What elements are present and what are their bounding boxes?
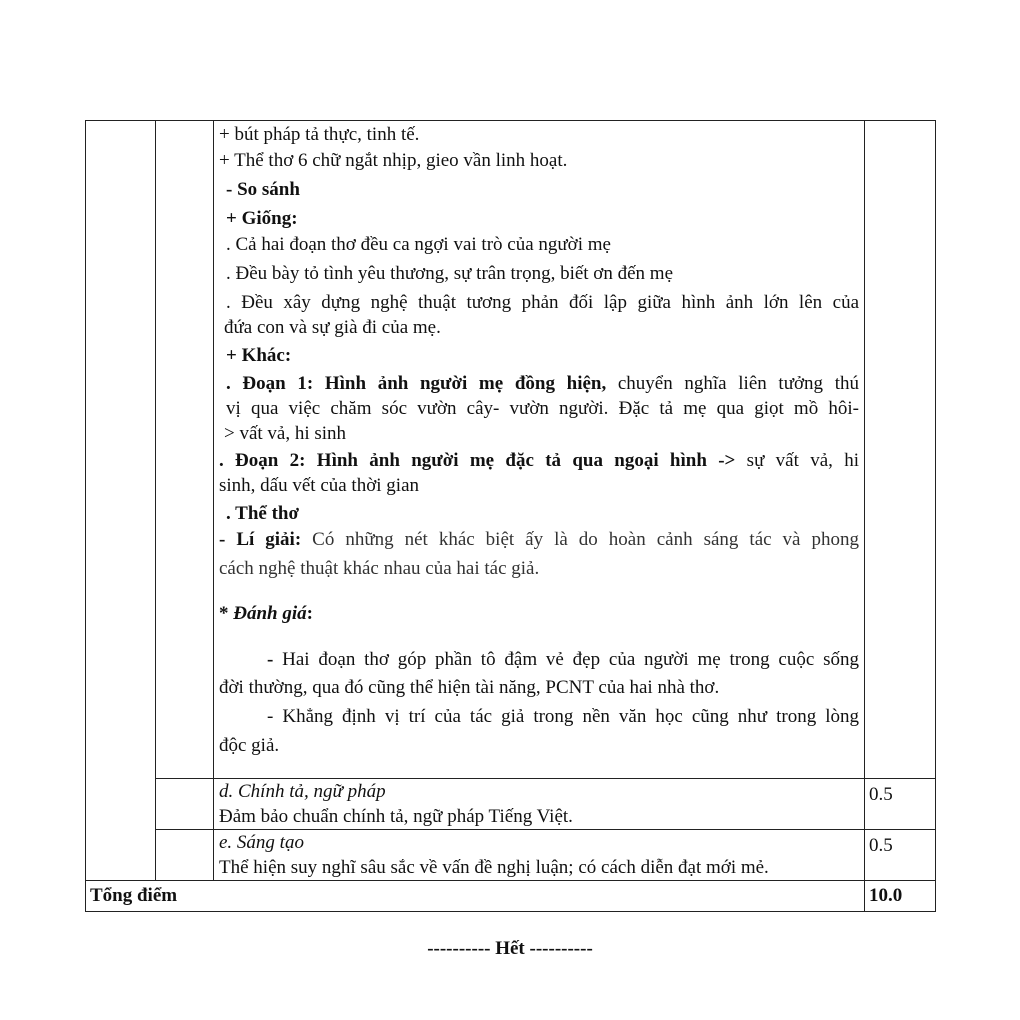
column-divider-3	[864, 120, 865, 912]
criteria-title: e. Sáng tạo	[219, 832, 304, 853]
analysis-line: + bút pháp tả thực, tinh tế.	[219, 124, 420, 145]
giong-item: . Đều bày tỏ tình yêu thương, sự trân trọng, biết ơn đến mẹ	[226, 263, 674, 284]
doan-1-line: > vất vả, hi sinh	[224, 423, 347, 444]
so-sanh-heading: - So sánh	[226, 179, 300, 200]
column-divider-1	[155, 120, 156, 881]
table-border-left	[85, 120, 86, 912]
criteria-description: Thể hiện suy nghĩ sâu sắc về vấn đề nghị luận; có cách diễn đạt mới mẻ.	[219, 857, 769, 878]
table-border-right	[935, 120, 936, 912]
row-divider-e	[155, 829, 936, 830]
column-divider-2	[213, 120, 214, 881]
li-giai-line: cách nghệ thuật khác nhau của hai tác giả.	[219, 558, 540, 579]
doan-1-line: vị qua việc chăm sóc vườn cây- vườn người. Đặc tả mẹ qua giọt mồ hôi-	[226, 398, 859, 419]
danh-gia-line: đời thường, qua đó cũng thể hiện tài năng, PCNT của hai nhà thơ.	[219, 677, 720, 698]
doan-1-line: . Đoạn 1: Hình ảnh người mẹ đồng hiện, chuyển nghĩa liên tưởng thú	[226, 373, 859, 394]
danh-gia-line: độc giả.	[219, 735, 280, 756]
the-tho-heading: . Thể thơ	[226, 503, 299, 524]
criteria-score: 0.5	[869, 835, 893, 856]
end-marker: ---------- Hết ----------	[427, 938, 593, 959]
danh-gia-heading: * Đánh giá:	[219, 603, 313, 624]
giong-item: . Cả hai đoạn thơ đều ca ngợi vai trò của người mẹ	[226, 234, 611, 255]
doan-2-line: . Đoạn 2: Hình ảnh người mẹ đặc tả qua ngoại hình -> sự vất vả, hi	[219, 450, 859, 471]
criteria-score: 0.5	[869, 784, 893, 805]
criteria-description: Đảm bảo chuẩn chính tả, ngữ pháp Tiếng Việt.	[219, 806, 573, 827]
giong-heading: + Giống:	[226, 208, 298, 229]
total-label: Tổng điểm	[90, 885, 178, 906]
giong-item-cont: đứa con và sự già đi của mẹ.	[224, 317, 441, 338]
doan-2-line: sinh, dấu vết của thời gian	[219, 475, 420, 496]
row-divider-d	[155, 778, 936, 779]
danh-gia-line: - Khẳng định vị trí của tác giả trong nền văn học cũng như trong lòng	[267, 706, 859, 727]
total-score: 10.0	[869, 885, 903, 906]
khac-heading: + Khác:	[226, 345, 292, 366]
giong-item: . Đều xây dựng nghệ thuật tương phản đối lập giữa hình ảnh lớn lên của	[226, 292, 859, 313]
li-giai-line: - Lí giải: Có những nét khác biệt ấy là do hoàn cảnh sáng tác và phong	[219, 529, 859, 550]
table-border-bottom	[85, 911, 936, 912]
criteria-title: d. Chính tả, ngữ pháp	[219, 781, 386, 802]
danh-gia-line: - Hai đoạn thơ góp phần tô đậm vẻ đẹp của người mẹ trong cuộc sống	[267, 649, 859, 670]
analysis-line: + Thể thơ 6 chữ ngắt nhịp, gieo vần linh hoạt.	[219, 150, 568, 171]
